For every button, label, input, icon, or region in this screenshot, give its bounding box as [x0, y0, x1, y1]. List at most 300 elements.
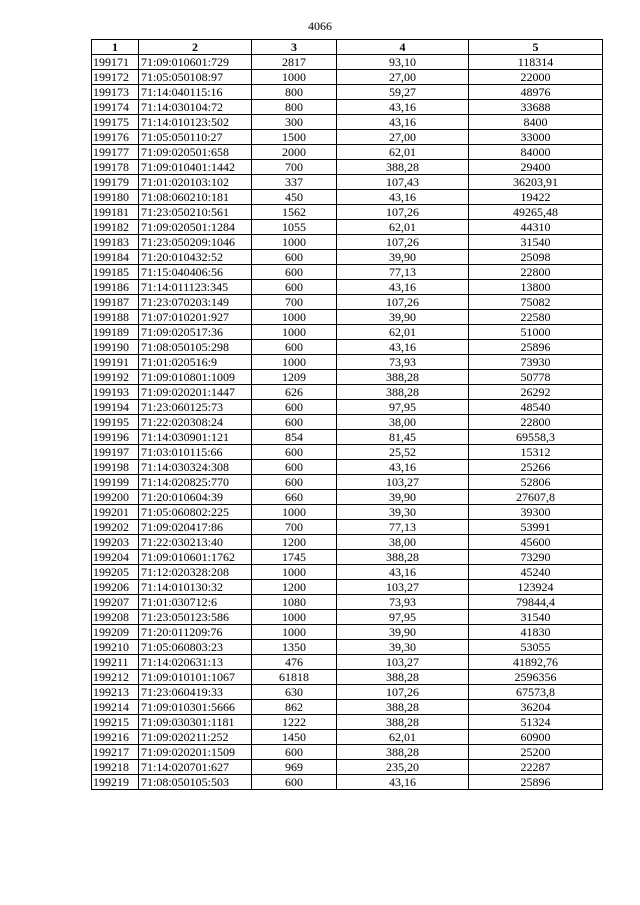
table-cell-col-1: 199178 [92, 160, 139, 175]
table-cell-col-5: 25896 [469, 340, 603, 355]
page-number: 4066 [308, 19, 332, 33]
table-cell-col-4: 93,10 [337, 55, 469, 70]
table-cell-col-1: 199218 [92, 760, 139, 775]
table-cell-col-4: 107,26 [337, 685, 469, 700]
table-cell-col-2: 71:14:040115:16 [139, 85, 252, 100]
table-cell-col-3: 600 [252, 250, 337, 265]
table-cell-col-5: 67573,8 [469, 685, 603, 700]
table-cell-col-2: 71:23:050123:586 [139, 610, 252, 625]
table-cell-col-2: 71:05:050108:97 [139, 70, 252, 85]
table-cell-col-5: 51000 [469, 325, 603, 340]
table-cell-col-2: 71:08:060210:181 [139, 190, 252, 205]
table-cell-col-4: 39,30 [337, 505, 469, 520]
table-cell-col-2: 71:08:050105:503 [139, 775, 252, 790]
table-cell-col-2: 71:03:010115:66 [139, 445, 252, 460]
table-cell-col-3: 800 [252, 85, 337, 100]
table-cell-col-5: 75082 [469, 295, 603, 310]
table-cell-col-5: 39300 [469, 505, 603, 520]
table-row [92, 85, 603, 100]
table-cell-col-2: 71:23:070203:149 [139, 295, 252, 310]
table-cell-col-1: 199181 [92, 205, 139, 220]
table-cell-col-2: 71:09:010601:729 [139, 55, 252, 70]
table-cell-col-5: 25896 [469, 775, 603, 790]
table-cell-col-5: 25098 [469, 250, 603, 265]
table-cell-col-5: 73930 [469, 355, 603, 370]
table-row [92, 310, 603, 325]
table-cell-col-4: 39,90 [337, 490, 469, 505]
table-cell-col-1: 199214 [92, 700, 139, 715]
table-cell-col-5: 22287 [469, 760, 603, 775]
table-cell-col-3: 969 [252, 760, 337, 775]
table-cell-col-2: 71:09:030301:1181 [139, 715, 252, 730]
table-cell-col-4: 39,90 [337, 250, 469, 265]
table-cell-col-2: 71:05:060802:225 [139, 505, 252, 520]
table-cell-col-4: 77,13 [337, 265, 469, 280]
table-cell-col-2: 71:20:010604:39 [139, 490, 252, 505]
table-row [92, 505, 603, 520]
table-cell-col-4: 39,90 [337, 310, 469, 325]
table-row [92, 145, 603, 160]
table-cell-col-4: 107,43 [337, 175, 469, 190]
table-cell-col-5: 15312 [469, 445, 603, 460]
table-cell-col-5: 84000 [469, 145, 603, 160]
table-cell-col-2: 71:14:030901:121 [139, 430, 252, 445]
table-cell-col-4: 388,28 [337, 385, 469, 400]
table-cell-col-3: 800 [252, 100, 337, 115]
table-cell-col-4: 43,16 [337, 775, 469, 790]
table-cell-col-4: 39,30 [337, 640, 469, 655]
table-row [92, 610, 603, 625]
table-row [92, 670, 603, 685]
table-row [92, 100, 603, 115]
table-cell-col-4: 103,27 [337, 475, 469, 490]
table-cell-col-2: 71:07:010201:927 [139, 310, 252, 325]
table-cell-col-2: 71:22:030213:40 [139, 535, 252, 550]
table-cell-col-4: 27,00 [337, 130, 469, 145]
table-row [92, 625, 603, 640]
table-cell-col-2: 71:09:010601:1762 [139, 550, 252, 565]
table-cell-col-3: 600 [252, 460, 337, 475]
table-row [92, 175, 603, 190]
table-cell-col-3: 600 [252, 400, 337, 415]
table-row [92, 535, 603, 550]
table-cell-col-3: 337 [252, 175, 337, 190]
table-cell-col-5: 36203,91 [469, 175, 603, 190]
table-row [92, 685, 603, 700]
table-cell-col-5: 123924 [469, 580, 603, 595]
table-cell-col-3: 700 [252, 520, 337, 535]
table-cell-col-3: 1000 [252, 235, 337, 250]
table-cell-col-5: 27607,8 [469, 490, 603, 505]
table-cell-col-3: 1000 [252, 355, 337, 370]
table-cell-col-3: 1209 [252, 370, 337, 385]
table-cell-col-2: 71:20:010432:52 [139, 250, 252, 265]
table-cell-col-3: 1562 [252, 205, 337, 220]
table-cell-col-2: 71:09:010401:1442 [139, 160, 252, 175]
table-row [92, 475, 603, 490]
table-cell-col-4: 62,01 [337, 730, 469, 745]
table-row [92, 490, 603, 505]
table-row [92, 55, 603, 70]
table-cell-col-1: 199171 [92, 55, 139, 70]
table-cell-col-2: 71:01:020103:102 [139, 175, 252, 190]
table-cell-col-1: 199199 [92, 475, 139, 490]
table-cell-col-1: 199189 [92, 325, 139, 340]
table-cell-col-2: 71:09:020211:252 [139, 730, 252, 745]
table-cell-col-2: 71:22:020308:24 [139, 415, 252, 430]
table-cell-col-4: 107,26 [337, 295, 469, 310]
table-cell-col-1: 199182 [92, 220, 139, 235]
table-cell-col-5: 48976 [469, 85, 603, 100]
table-cell-col-1: 199175 [92, 115, 139, 130]
table-row [92, 235, 603, 250]
table-cell-col-4: 235,20 [337, 760, 469, 775]
table-cell-col-1: 199210 [92, 640, 139, 655]
table-cell-col-3: 600 [252, 340, 337, 355]
table-cell-col-1: 199213 [92, 685, 139, 700]
table-row [92, 190, 603, 205]
table-cell-col-2: 71:09:020201:1447 [139, 385, 252, 400]
table-cell-col-4: 77,13 [337, 520, 469, 535]
table-row [92, 760, 603, 775]
table-cell-col-5: 44310 [469, 220, 603, 235]
table-cell-col-1: 199195 [92, 415, 139, 430]
table-cell-col-3: 1000 [252, 625, 337, 640]
table-cell-col-4: 62,01 [337, 145, 469, 160]
table-cell-col-3: 1000 [252, 70, 337, 85]
table-cell-col-3: 476 [252, 655, 337, 670]
table-row [92, 745, 603, 760]
column-header-4: 4 [337, 40, 469, 55]
table-cell-col-5: 13800 [469, 280, 603, 295]
table-cell-col-3: 660 [252, 490, 337, 505]
table-cell-col-3: 1080 [252, 595, 337, 610]
table-row [92, 415, 603, 430]
table-cell-col-2: 71:14:011123:345 [139, 280, 252, 295]
table-cell-col-3: 1450 [252, 730, 337, 745]
table-cell-col-5: 22800 [469, 265, 603, 280]
table-cell-col-3: 1745 [252, 550, 337, 565]
table-cell-col-2: 71:14:020701:627 [139, 760, 252, 775]
table-cell-col-1: 199173 [92, 85, 139, 100]
table-cell-col-4: 39,90 [337, 625, 469, 640]
table-cell-col-5: 33000 [469, 130, 603, 145]
table-cell-col-2: 71:09:010301:5666 [139, 700, 252, 715]
table-cell-col-1: 199177 [92, 145, 139, 160]
table-cell-col-4: 43,16 [337, 115, 469, 130]
table-cell-col-4: 38,00 [337, 535, 469, 550]
table-row [92, 655, 603, 670]
table-body [92, 55, 603, 790]
table-cell-col-5: 19422 [469, 190, 603, 205]
table-cell-col-1: 199208 [92, 610, 139, 625]
column-header-1: 1 [92, 40, 139, 55]
table-cell-col-1: 199180 [92, 190, 139, 205]
table-cell-col-5: 53055 [469, 640, 603, 655]
table-cell-col-1: 199187 [92, 295, 139, 310]
table-cell-col-4: 43,16 [337, 100, 469, 115]
table-cell-col-5: 26292 [469, 385, 603, 400]
table-cell-col-2: 71:01:030712:6 [139, 595, 252, 610]
table-cell-col-4: 97,95 [337, 400, 469, 415]
table-row [92, 400, 603, 415]
table-cell-col-1: 199193 [92, 385, 139, 400]
table-cell-col-1: 199215 [92, 715, 139, 730]
table-row [92, 775, 603, 790]
table-cell-col-3: 61818 [252, 670, 337, 685]
table-cell-col-1: 199197 [92, 445, 139, 460]
table-cell-col-5: 60900 [469, 730, 603, 745]
table-cell-col-1: 199212 [92, 670, 139, 685]
table-cell-col-3: 1000 [252, 310, 337, 325]
table-row [92, 295, 603, 310]
table-cell-col-2: 71:01:020516:9 [139, 355, 252, 370]
table-cell-col-1: 199174 [92, 100, 139, 115]
table-cell-col-3: 2000 [252, 145, 337, 160]
table-cell-col-1: 199192 [92, 370, 139, 385]
table-cell-col-2: 71:05:060803:23 [139, 640, 252, 655]
table-cell-col-4: 43,16 [337, 280, 469, 295]
table-cell-col-1: 199206 [92, 580, 139, 595]
table-row [92, 640, 603, 655]
table-cell-col-3: 1000 [252, 610, 337, 625]
table-cell-col-5: 49265,48 [469, 205, 603, 220]
table-cell-col-4: 388,28 [337, 370, 469, 385]
table-cell-col-4: 59,27 [337, 85, 469, 100]
table-cell-col-4: 107,26 [337, 205, 469, 220]
table-cell-col-1: 199172 [92, 70, 139, 85]
table-cell-col-1: 199194 [92, 400, 139, 415]
table-cell-col-3: 862 [252, 700, 337, 715]
table-cell-col-5: 53991 [469, 520, 603, 535]
table-row [92, 220, 603, 235]
table-cell-col-4: 81,45 [337, 430, 469, 445]
table-row [92, 115, 603, 130]
table-cell-col-4: 43,16 [337, 190, 469, 205]
table-cell-col-4: 388,28 [337, 670, 469, 685]
table-cell-col-5: 51324 [469, 715, 603, 730]
table-cell-col-5: 79844,4 [469, 595, 603, 610]
table-cell-col-1: 199211 [92, 655, 139, 670]
table-cell-col-5: 25200 [469, 745, 603, 760]
table-cell-col-1: 199217 [92, 745, 139, 760]
table-cell-col-4: 388,28 [337, 700, 469, 715]
table-cell-col-2: 71:09:020201:1509 [139, 745, 252, 760]
table-row [92, 565, 603, 580]
table-cell-col-4: 107,26 [337, 235, 469, 250]
table-cell-col-1: 199209 [92, 625, 139, 640]
table-cell-col-3: 1350 [252, 640, 337, 655]
table-row [92, 430, 603, 445]
table-cell-col-5: 48540 [469, 400, 603, 415]
table-row [92, 70, 603, 85]
column-header-2: 2 [139, 40, 252, 55]
table-cell-col-1: 199216 [92, 730, 139, 745]
table-row [92, 445, 603, 460]
table-cell-col-1: 199219 [92, 775, 139, 790]
table-cell-col-5: 22580 [469, 310, 603, 325]
table-cell-col-5: 2596356 [469, 670, 603, 685]
table-row [92, 550, 603, 565]
table-cell-col-2: 71:12:020328:208 [139, 565, 252, 580]
table-cell-col-1: 199200 [92, 490, 139, 505]
table-cell-col-2: 71:15:040406:56 [139, 265, 252, 280]
table-cell-col-3: 1500 [252, 130, 337, 145]
table-cell-col-3: 2817 [252, 55, 337, 70]
table-row [92, 340, 603, 355]
table-cell-col-2: 71:23:060419:33 [139, 685, 252, 700]
data-table [91, 39, 603, 790]
table-row [92, 265, 603, 280]
table-cell-col-3: 600 [252, 475, 337, 490]
header-row [92, 40, 603, 55]
table-row [92, 250, 603, 265]
table-header [92, 40, 603, 55]
table-row [92, 595, 603, 610]
table-cell-col-3: 600 [252, 445, 337, 460]
table-cell-col-3: 600 [252, 265, 337, 280]
table-cell-col-5: 31540 [469, 610, 603, 625]
table-cell-col-2: 71:09:020417:86 [139, 520, 252, 535]
table-row [92, 160, 603, 175]
table-cell-col-4: 103,27 [337, 580, 469, 595]
table-cell-col-5: 36204 [469, 700, 603, 715]
table-cell-col-4: 388,28 [337, 715, 469, 730]
table-cell-col-3: 1200 [252, 535, 337, 550]
table-row [92, 580, 603, 595]
table-cell-col-5: 69558,3 [469, 430, 603, 445]
table-cell-col-5: 41892,76 [469, 655, 603, 670]
table-cell-col-2: 71:14:030104:72 [139, 100, 252, 115]
table-cell-col-5: 52806 [469, 475, 603, 490]
table-cell-col-4: 97,95 [337, 610, 469, 625]
table-cell-col-1: 199205 [92, 565, 139, 580]
table-cell-col-3: 600 [252, 745, 337, 760]
table-cell-col-4: 73,93 [337, 595, 469, 610]
table-cell-col-2: 71:14:020631:13 [139, 655, 252, 670]
table-row [92, 460, 603, 475]
table-cell-col-1: 199201 [92, 505, 139, 520]
table-cell-col-4: 62,01 [337, 220, 469, 235]
table-cell-col-5: 8400 [469, 115, 603, 130]
table-cell-col-1: 199198 [92, 460, 139, 475]
table-cell-col-1: 199190 [92, 340, 139, 355]
table-cell-col-3: 1000 [252, 565, 337, 580]
table-row [92, 280, 603, 295]
table-cell-col-1: 199183 [92, 235, 139, 250]
table-cell-col-2: 71:14:030324:308 [139, 460, 252, 475]
table-cell-col-1: 199188 [92, 310, 139, 325]
column-header-5: 5 [469, 40, 603, 55]
table-cell-col-4: 43,16 [337, 565, 469, 580]
table-cell-col-1: 199184 [92, 250, 139, 265]
table-cell-col-3: 626 [252, 385, 337, 400]
table-cell-col-4: 388,28 [337, 745, 469, 760]
table-cell-col-2: 71:09:020517:36 [139, 325, 252, 340]
table-cell-col-4: 103,27 [337, 655, 469, 670]
table-cell-col-1: 199176 [92, 130, 139, 145]
table-row [92, 520, 603, 535]
table-cell-col-2: 71:05:050110:27 [139, 130, 252, 145]
table-cell-col-5: 29400 [469, 160, 603, 175]
table-cell-col-1: 199207 [92, 595, 139, 610]
column-header-3: 3 [252, 40, 337, 55]
table-cell-col-5: 73290 [469, 550, 603, 565]
table-cell-col-3: 1222 [252, 715, 337, 730]
table-cell-col-2: 71:23:060125:73 [139, 400, 252, 415]
table-cell-col-5: 33688 [469, 100, 603, 115]
table-cell-col-3: 630 [252, 685, 337, 700]
table-cell-col-1: 199202 [92, 520, 139, 535]
table-cell-col-2: 71:14:010130:32 [139, 580, 252, 595]
table-row [92, 700, 603, 715]
table-cell-col-3: 1055 [252, 220, 337, 235]
table-cell-col-5: 31540 [469, 235, 603, 250]
table-row [92, 715, 603, 730]
table-cell-col-4: 25,52 [337, 445, 469, 460]
table-cell-col-2: 71:09:010801:1009 [139, 370, 252, 385]
table-cell-col-4: 388,28 [337, 550, 469, 565]
table-cell-col-2: 71:09:010101:1067 [139, 670, 252, 685]
table-cell-col-3: 1000 [252, 325, 337, 340]
table-cell-col-4: 27,00 [337, 70, 469, 85]
table-cell-col-3: 1200 [252, 580, 337, 595]
table-cell-col-5: 41830 [469, 625, 603, 640]
table-row [92, 730, 603, 745]
table-cell-col-2: 71:23:050209:1046 [139, 235, 252, 250]
table-cell-col-1: 199179 [92, 175, 139, 190]
table-cell-col-3: 854 [252, 430, 337, 445]
table-row [92, 325, 603, 340]
table-cell-col-3: 600 [252, 775, 337, 790]
table-cell-col-4: 43,16 [337, 460, 469, 475]
table-cell-col-4: 38,00 [337, 415, 469, 430]
table-cell-col-3: 600 [252, 415, 337, 430]
table-cell-col-5: 45240 [469, 565, 603, 580]
table-cell-col-2: 71:08:050105:298 [139, 340, 252, 355]
table-cell-col-4: 73,93 [337, 355, 469, 370]
table-cell-col-2: 71:09:020501:1284 [139, 220, 252, 235]
table-cell-col-1: 199204 [92, 550, 139, 565]
table-cell-col-2: 71:23:050210:561 [139, 205, 252, 220]
table-cell-col-4: 43,16 [337, 340, 469, 355]
table-cell-col-3: 450 [252, 190, 337, 205]
table-cell-col-2: 71:14:010123:502 [139, 115, 252, 130]
table-cell-col-3: 300 [252, 115, 337, 130]
table-cell-col-3: 700 [252, 295, 337, 310]
table-row [92, 205, 603, 220]
table-cell-col-1: 199196 [92, 430, 139, 445]
table-cell-col-1: 199186 [92, 280, 139, 295]
table-row [92, 370, 603, 385]
table-cell-col-4: 388,28 [337, 160, 469, 175]
table-cell-col-5: 22800 [469, 415, 603, 430]
table-cell-col-2: 71:20:011209:76 [139, 625, 252, 640]
table-cell-col-2: 71:09:020501:658 [139, 145, 252, 160]
table-cell-col-1: 199191 [92, 355, 139, 370]
table-cell-col-5: 22000 [469, 70, 603, 85]
table-row [92, 385, 603, 400]
table-cell-col-4: 62,01 [337, 325, 469, 340]
table-cell-col-3: 1000 [252, 505, 337, 520]
table-cell-col-5: 25266 [469, 460, 603, 475]
table-cell-col-1: 199185 [92, 265, 139, 280]
table-row [92, 130, 603, 145]
table-cell-col-5: 118314 [469, 55, 603, 70]
table-row [92, 355, 603, 370]
table-cell-col-5: 45600 [469, 535, 603, 550]
table-cell-col-5: 50778 [469, 370, 603, 385]
